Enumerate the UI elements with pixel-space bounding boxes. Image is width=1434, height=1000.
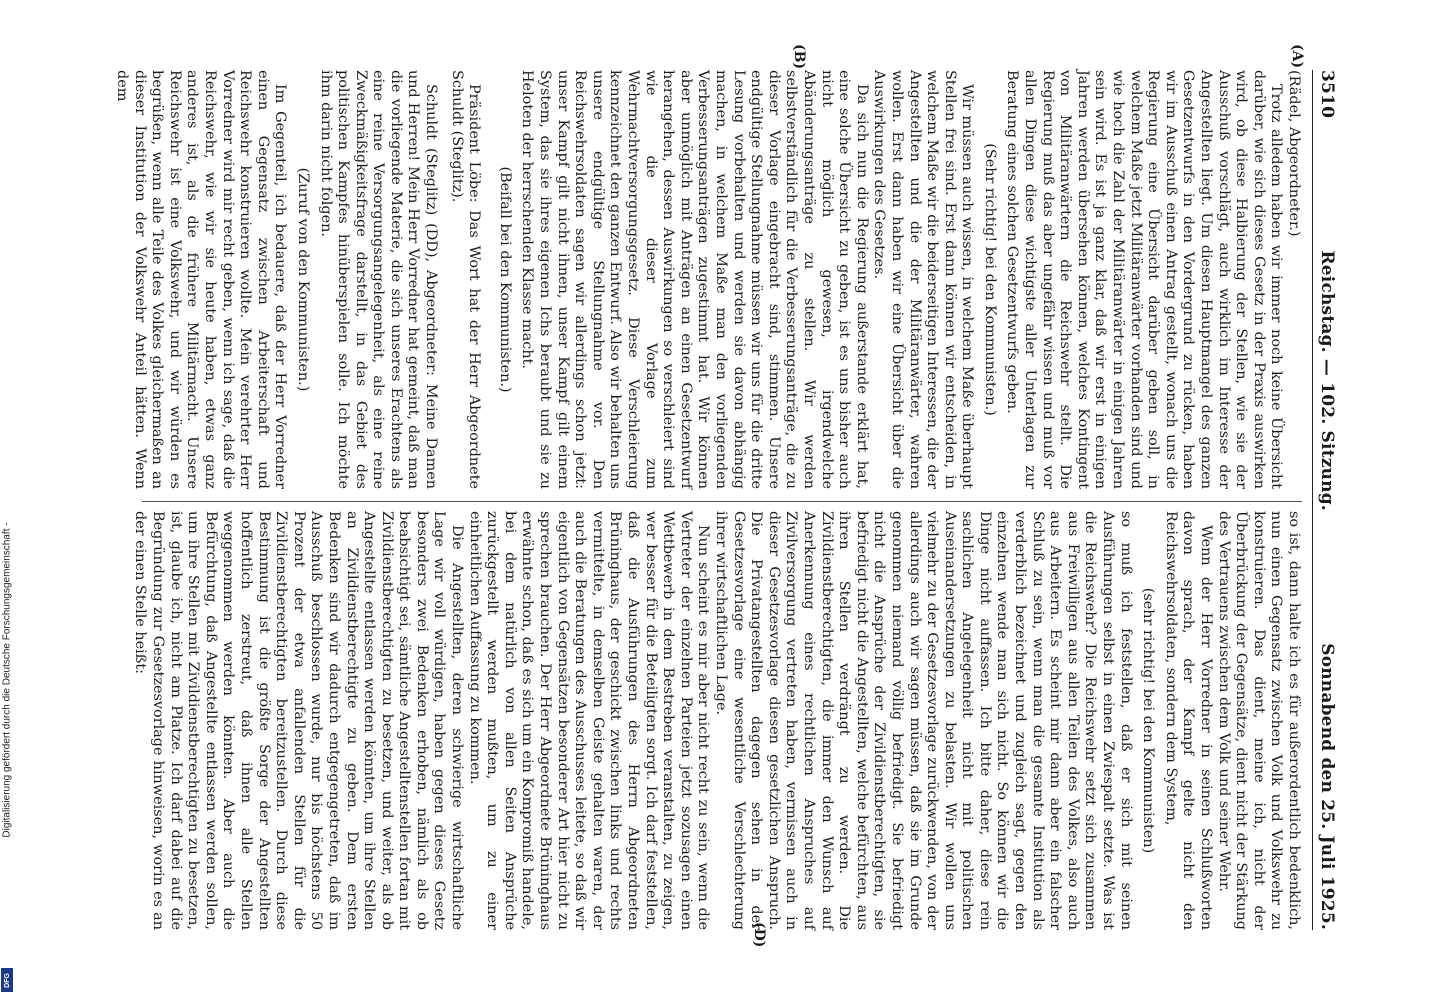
margin-mark-b: (B) — [791, 44, 807, 70]
interjection: (Beifall bei den Kommunisten.) — [496, 166, 513, 393]
paragraph: Da sich nun die Regierung außerstande erklärt hat, eine solche Übersicht zu geben, ist es uns bisher auch nicht möglich gewesen, irgendwelche Abänderungsanträge zu stellen. Wir werden selbstverständlich für die Verbesserungsanträge, die zu dieser Vorlage eingebracht sind, stimmen. Unsere endgültige Stellungnahme müssen wir uns für die dritte Lesung vorbehalten und werden sie davon abhängig machen, in welchem Maße man den vorliegenden Verbesserungsanträgen zugestimmt hat. Wir können aber unmöglich mit Anträgen an einen Gesetzentwurf herangehen, dessen Auswirkungen so verschleiert sind wie die dieser Vorlage zum Wehrmachtversorgungsgesetz. Diese Verschleierung kennzeichnet den ganzen Entwurf. Also wir behalten uns unsere endgültige Stellungnahme vor. Den Reichswehrsoldaten sagen wir allerdings schon jetzt: unser Kampf gilt nicht ihnen, unser Kampf gilt einem System, das sie ihres eigenen Ichs beraubt und sie zu Heloten der herrschenden Klasse macht. — [519, 70, 870, 489]
paragraph: so ist, dann halte ich es für außerordentlich bedenklich, nun einen Gegensatz zwischen Volk und Volkswehr zu konstruieren. Das dient, meine ich, nicht der Überbrückung der Gegensätze, dient nicht der Stärkung des Vertrauens zwischen dem Volk und seiner Wehr. — [1215, 511, 1302, 930]
digitization-credit: Digitalisierung gefördert durch die Deutsche Forschungsgemeinschaft - — [1, 522, 13, 838]
page-header — [1312, 70, 1337, 930]
newspaper-page — [67, 30, 1367, 970]
paragraph: so muß ich feststellen, daß er sich mit seinen Ausführungen selbst in einen Zwiespalt setzte. Was ist die Reichswehr? Die Reichswehr setzt sich zusammen aus Freiwilligen aus allen Teilen des Volkes, also auch aus Arbeitern. Es scheint mir dann aber ein falscher Schluß zu sein, wenn man die gesamte Institution als verderblich bezeichnet und zugleich sagt, gegen den einzelnen wende man sich nicht. So können wir die Dinge nicht auffassen. Ich bitte daher, diese rein sachlichen Angelegenheit nicht mit politischen Auseinandersetzungen zu belasten. Wir wollen uns vielmehr zu der Gesetzesvorlage zurückwenden, von der allerdings auch wir sagen müssen, daß sie im Grunde genommen niemand völlig befriedigt. Sie befriedigt nicht die Ansprüche der Zivildienstberechtigten, sie befriedigt nicht die Angestellten, welche befürchten, aus ihren Stellen verdrängt zu werden. Die Zivildienstberechtigten, die immer den Wunsch auf Anerkennung eines rechtlichen Anspruches auf Zivilversorgung vertreten haben, vermissen auch in dieser Gesetzesvorlage diesen gesetzlichen Anspruch. Die Privatangestellten dagegen sehen in der Gesetzesvorlage eine wesentliche Verschlechterung ihrer wirtschaftlichen Lage. — [713, 511, 1134, 930]
paragraph: Die Angestellten, deren schwierige wirtschaftliche Lage wir voll würdigen, haben gegen dieses Gesetz besonders zwei Bedenken erhoben, nämlich als ob beabsichtigt sei, sämtliche Angestelltenstellen fortan mit Zivildienstberechtigten zu besetzen, und weiter, als ob Angestellte entlassen werden könnten, um ihre Stellen an Zivildienstberechtigte zu geben. Dem ersten Bedenken sind wir dadurch entgegengetreten, daß im Ausschuß beschlossen wurde, nur bis höchstens 50 Prozent der etwa anfallenden Stellen für die Zivildienstberechtigten bereitzustellen. Durch diese Bestimmung ist die größte Sorge der Angestellten hoffentlich zerstreut, daß ihnen alle Stellen weggenommen werden könnten. Aber auch die Befürchtung, daß Angestellte entlassen werden sollen, um ihre Stellen mit Zivildienstberechtigten zu besetzen, ist, glaube ich, nicht am Platze. Ich darf dabei auf die Begründung zur Gesetzesvorlage hinweisen, worin es an der einen Stelle heißt: — [132, 511, 466, 930]
column-divider — [142, 501, 1302, 502]
interjection: (Sehr richtig! bei den Kommunisten.) — [981, 143, 998, 416]
speaker-label: (Rädel, Abgeordneter.) — [1286, 70, 1302, 237]
margin-mark-a: (A) — [1289, 44, 1305, 69]
side-strip — [0, 0, 14, 1000]
margin-mark-d: (D) — [751, 922, 767, 948]
president-remark: Präsident Löbe: Das Wort hat der Herr Abgeordnete Schuldt (Steglitz). — [448, 70, 483, 489]
paragraph: Schuldt (Steglitz) (DD), Abgeordneter: Meine Damen und Herren! Mein Herr Vorredner hat gemeint, daß man die vorliegende Materie, die sich unseres Erachtens als eine reine Versorgungsangelegenheit, als eine reine Zweckmäßigkeitsfrage darstellt, in das Gebiet des politischen Kampfes hinüberspielen solle. Ich möchte ihm darin nicht folgen. — [317, 70, 440, 489]
right-column — [112, 511, 1302, 930]
page-number: 3510 — [1317, 70, 1337, 119]
interjection: (Zuruf von den Kommunisten.) — [294, 167, 311, 392]
paragraph: Wenn der Herr Vorredner in seinen Schlußworten davon sprach, der Kampf gelte nicht den Reichswehrsoldaten, sondern dem System, — [1162, 511, 1215, 930]
page-date: Sonnabend den 25. Juli 1925. — [1317, 643, 1337, 930]
paragraph: Im Gegenteil, ich bedauere, daß der Herr Vorredner einen Gegensatz zwischen Arbeiterschaft und Reichswehr konstruieren wollte. Mein verehrter Herr Vorredner wird mir recht geben, wenn ich sage, daß die Reichswehr, wie wir sie heute haben, etwas ganz anderes ist, als die frühere Militärmacht. Unsere Reichswehr ist eine Volkswehr, und wir würden es begrüßen, wenn alle Teile des Volkes gleichermaßen an dieser Institution der Volkswehr Anteil hätten. Wenn dem — [114, 70, 289, 489]
page-title: Reichstag. — 102. Sitzung. — [1317, 250, 1337, 511]
paragraph: Nun scheint es mir aber nicht recht zu sein, wenn die Vertreter der einzelnen Parteien jetzt sozusagen einen Wettbewerb in dem Bestreben veranstalten, zu zeigen, wer besser für die Beteiligten sorgt. Ich darf feststellen, daß die Ausführungen des Herrn Abgeordneten Brüninghaus, der geschickt zwischen links und rechts vermittelte, in demselben Geiste gehalten waren, der auch die Beratungen des Ausschusses leitete, so daß wir eigentlich von Gegensätzen besonderer Art hier nicht zu sprechen brauchen. Der Herr Abgeordnete Brüninghaus erwähnte schon, daß es sich um ein Kompromiß handele, bei dem natürlich von allen Seiten Ansprüche zurückgestellt werden mußten, um zu einer einheitlichen Auffassung zu kommen. — [466, 511, 712, 930]
left-column — [112, 70, 1302, 489]
dfg-logo-icon: DFG — [1, 968, 13, 992]
paragraph: Trotz alledem haben wir immer noch keine Übersicht darüber, wie sich dieses Gesetz in der Praxis auswirken wird, ob diese Halbierung der Stellen, wie sie der Ausschuß vorschlägt, auch wirklich im Interesse der Angestellten liegt. Um diesen Hauptmangel des ganzen Gesetzentwurfs in den Vordergrund zu rücken, haben wir im Ausschuß einen Antrag gestellt, wonach uns die Regierung eine Übersicht darüber geben soll, in welchem Maße jetzt Militäranwärter vorhanden sind und wie hoch die Zahl der Militäranwärter in einigen Jahren sein wird. Es ist ja ganz klar, daß wir erst in einigen Jahren werden übersehen können, welches Kontingent von Militäranwärtern die Reichswehr stellt. Die Regierung muß das aber ungefähr wissen und muß vor allen Dingen diese wichtigste aller Unterlagen zur Beratung eines solchen Gesetzentwurfs geben. — [1004, 70, 1285, 489]
interjection: (sehr richtig! bei den Kommunisten) — [1140, 587, 1157, 854]
paragraph: Wir müssen auch wissen, in welchem Maße überhaupt Stellen frei sind. Erst dann können wir entscheiden, in welchem Maße wir die beiderseitigen Interessen, die der Angestellten und die der Militäranwärter, wahren wollen. Erst dann haben wir eine Übersicht über die Auswirkungen des Gesetzes. — [871, 70, 976, 489]
text-columns — [112, 70, 1302, 930]
